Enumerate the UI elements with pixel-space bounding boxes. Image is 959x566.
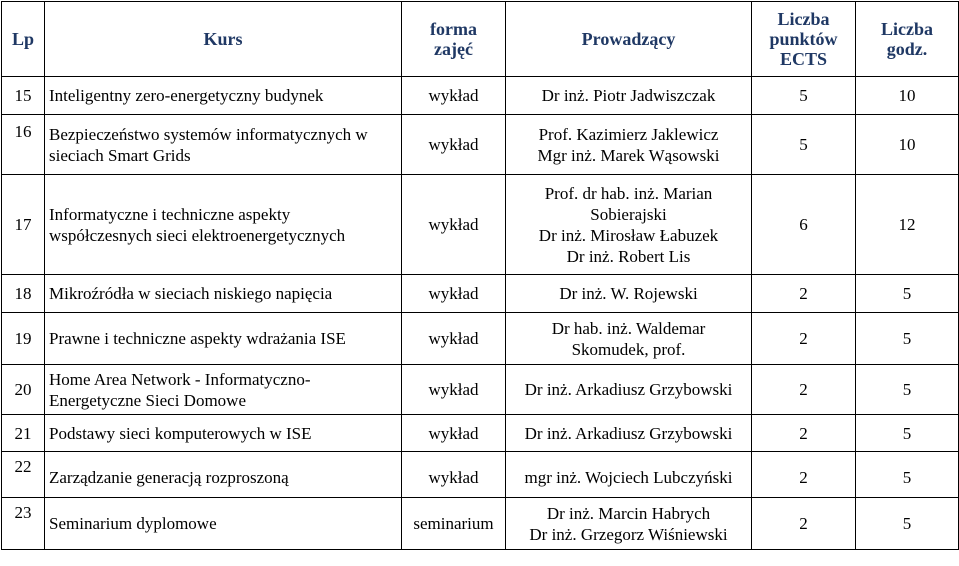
header-row: [2, 2, 959, 77]
row-prowadzacy: [506, 175, 752, 275]
row-kurs: Podstawy sieci komputerowych w ISE: [45, 415, 402, 452]
table-row: [2, 313, 959, 365]
lecturer-name: Sobierajski: [590, 204, 667, 224]
row-kurs: Mikroźródła w sieciach niskiego napięcia: [45, 275, 402, 313]
row-prowadzacy: Dr inż. Arkadiusz Grzybowski: [506, 415, 752, 452]
lecturer-name: Dr inż. Grzegorz Wiśniewski: [529, 524, 728, 544]
header-kurs: Kurs: [45, 2, 402, 77]
course-table: [1, 1, 959, 550]
row-lp: 16: [2, 115, 45, 175]
row-prowadzacy: Dr inż. W. Rojewski: [506, 275, 752, 313]
table-row: [2, 175, 959, 275]
row-ects: 5: [752, 115, 856, 175]
table-row: [2, 365, 959, 415]
row-ects: 5: [752, 77, 856, 115]
row-prowadzacy: mgr inż. Wojciech Lubczyński: [506, 452, 752, 498]
row-godz: 5: [856, 275, 959, 313]
row-kurs: Inteligentny zero-energetyczny budynek: [45, 77, 402, 115]
row-ects: 2: [752, 275, 856, 313]
row-prowadzacy: [506, 115, 752, 175]
header-lp: Lp: [2, 2, 45, 77]
table-row: [2, 498, 959, 550]
row-lp: 23: [2, 498, 45, 550]
lecturer-name: Mgr inż. Marek Wąsowski: [537, 145, 720, 165]
lecturer-name: Prof. dr hab. inż. Marian: [544, 183, 713, 203]
table-row: [2, 275, 959, 313]
row-kurs: Zarządzanie generacją rozproszoną: [45, 452, 402, 498]
row-forma: wykład: [402, 313, 506, 365]
row-forma: wykład: [402, 175, 506, 275]
row-godz: 10: [856, 115, 959, 175]
lecturer-name: Dr inż. Robert Lis: [566, 246, 691, 266]
row-forma: wykład: [402, 77, 506, 115]
row-prowadzacy: [506, 313, 752, 365]
row-kurs: Bezpieczeństwo systemów informatycznych w sieciach Smart Grids: [45, 115, 402, 175]
header-prowadzacy: Prowadzący: [506, 2, 752, 77]
row-kurs: Informatyczne i techniczne aspekty współczesnych sieci elektroenergetycznych: [45, 175, 402, 275]
row-lp: 19: [2, 313, 45, 365]
row-lp: 22: [2, 452, 45, 498]
row-ects: 2: [752, 365, 856, 415]
row-forma: seminarium: [402, 498, 506, 550]
row-godz: 5: [856, 452, 959, 498]
table-row: [2, 452, 959, 498]
row-godz: 5: [856, 415, 959, 452]
row-lp: 20: [2, 365, 45, 415]
row-kurs: Seminarium dyplomowe: [45, 498, 402, 550]
row-forma: wykład: [402, 115, 506, 175]
row-prowadzacy: Dr inż. Arkadiusz Grzybowski: [506, 365, 752, 415]
row-lp: 21: [2, 415, 45, 452]
table-row: [2, 415, 959, 452]
row-ects: 6: [752, 175, 856, 275]
row-godz: 5: [856, 313, 959, 365]
row-godz: 12: [856, 175, 959, 275]
lecturer-name: Dr hab. inż. Waldemar: [551, 318, 706, 338]
lecturer-name: Prof. Kazimierz Jaklewicz: [538, 124, 719, 144]
row-prowadzacy: Dr inż. Piotr Jadwiszczak: [506, 77, 752, 115]
lecturer-name: Dr inż. Marcin Habrych: [546, 503, 711, 523]
row-lp: 15: [2, 77, 45, 115]
header-godz: Liczba godz.: [856, 2, 959, 77]
table-row: [2, 115, 959, 175]
row-godz: 5: [856, 498, 959, 550]
lecturer-name: Dr inż. Mirosław Łabuzek: [538, 225, 719, 245]
row-lp: 18: [2, 275, 45, 313]
row-kurs: Prawne i techniczne aspekty wdrażania ISE: [45, 313, 402, 365]
row-forma: wykład: [402, 275, 506, 313]
row-godz: 10: [856, 77, 959, 115]
row-lp: 17: [2, 175, 45, 275]
row-ects: 2: [752, 452, 856, 498]
header-forma: forma zajęć: [402, 2, 506, 77]
row-godz: 5: [856, 365, 959, 415]
row-prowadzacy: [506, 498, 752, 550]
row-ects: 2: [752, 313, 856, 365]
header-ects: Liczba punktów ECTS: [752, 2, 856, 77]
table-row: [2, 77, 959, 115]
row-forma: wykład: [402, 415, 506, 452]
row-ects: 2: [752, 415, 856, 452]
lecturer-name: Skomudek, prof.: [571, 339, 686, 359]
row-ects: 2: [752, 498, 856, 550]
row-kurs: Home Area Network - Informatyczno-Energetyczne Sieci Domowe: [45, 365, 402, 415]
row-forma: wykład: [402, 452, 506, 498]
row-forma: wykład: [402, 365, 506, 415]
